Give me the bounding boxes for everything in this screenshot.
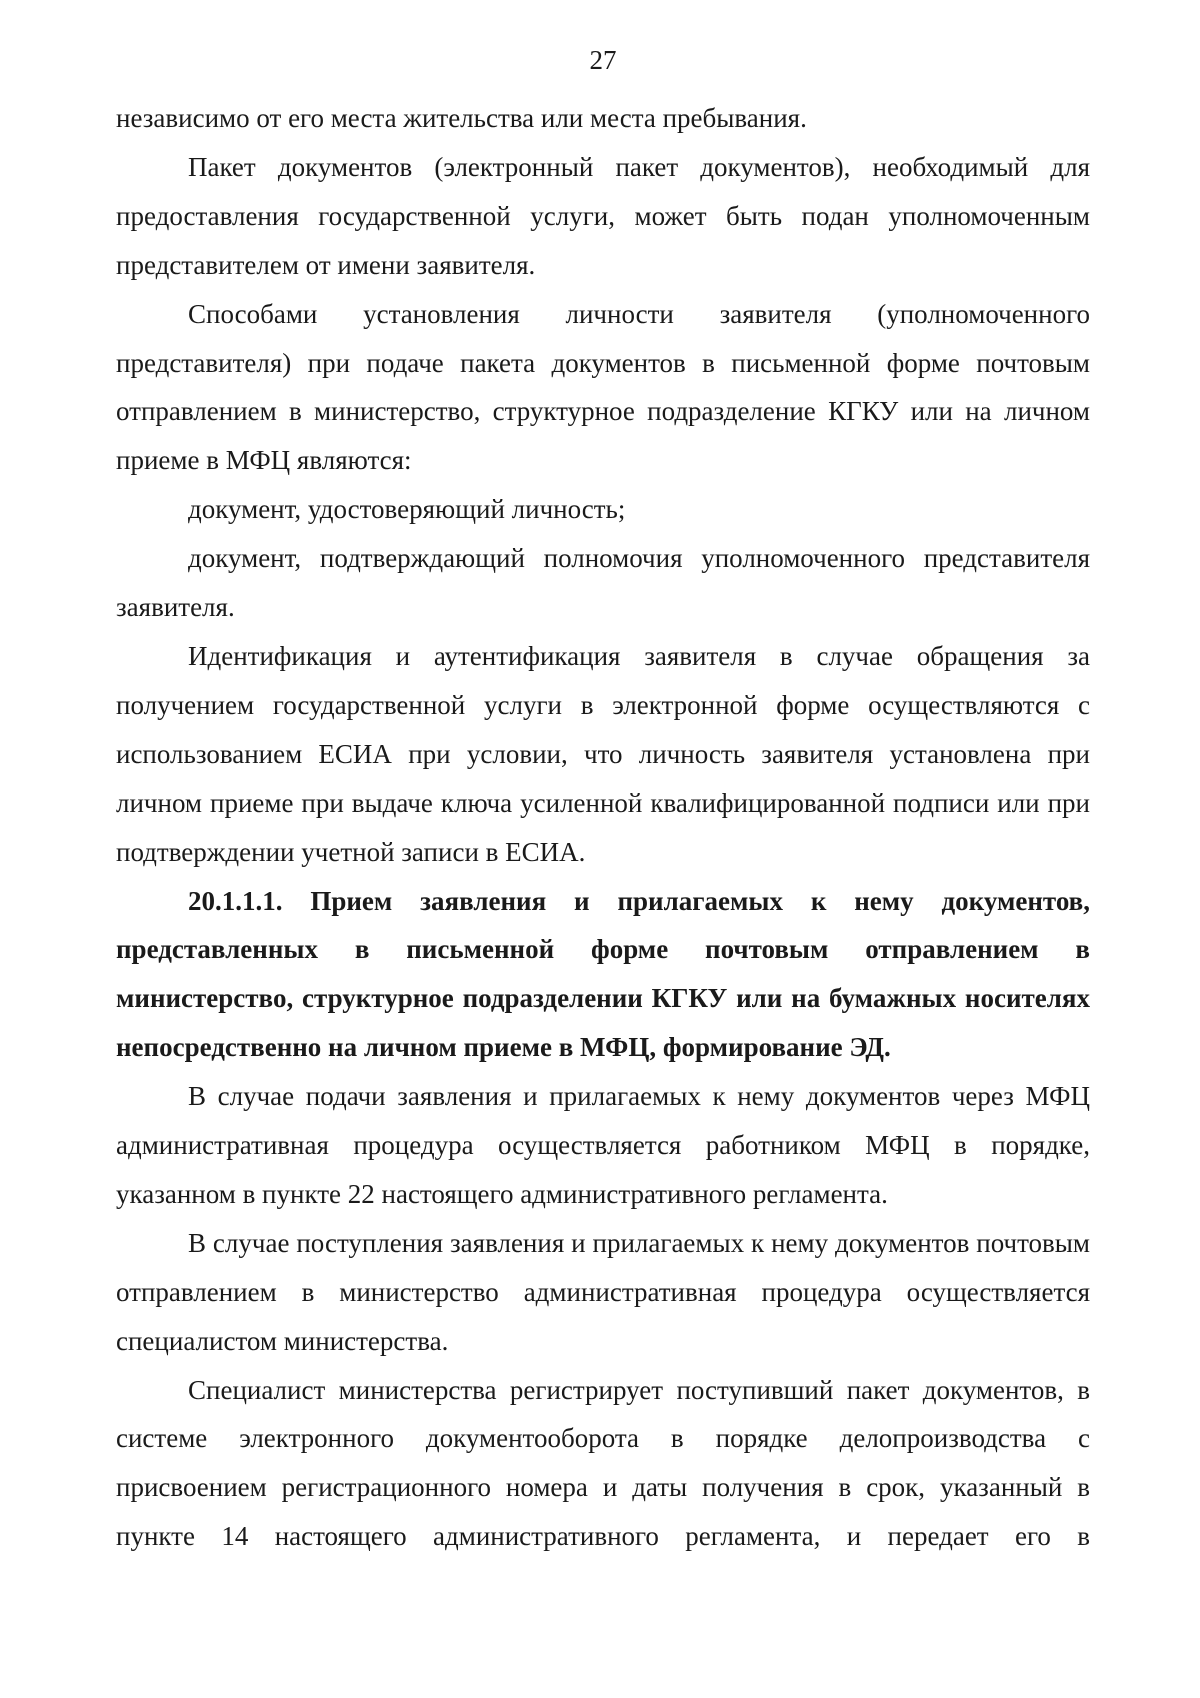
list-item-identity-document: документ, удостоверяющий личность;: [188, 494, 626, 525]
paragraph-package-submission: Пакет документов (электронный пакет документов), необходимый для предоставления государственной услуги, может быть подан уполномоченным представителем от имени заявителя.: [116, 151, 1090, 280]
paragraph-mfc-submission: В случае подачи заявления и прилагаемых к нему документов через МФЦ административная процедура осуществляется работником МФЦ в порядке, указанном в пункте 22 настоящего административного регламента.: [116, 1081, 1090, 1209]
paragraph-identification-esia: Идентификация и аутентификация заявителя в случае обращения за получением государственной услуги в электронной форме осуществляются с использованием ЕСИА при условии, что личность заявителя установлена при личном приеме при выдаче ключа усиленной квалифицированной подписи или при подтверждении учетной записи в ЕСИА.: [116, 640, 1090, 867]
paragraph-identity-methods: Способами установления личности заявителя (уполномоченного представителя) при подаче пакета документов в письменной форме почтовым отправлением в министерство, структурное подразделение КГКУ или на личном приеме в МФЦ являются:: [116, 298, 1090, 476]
paragraph-postal-submission: В случае поступления заявления и прилагаемых к нему документов почтовым отправлением в министерство административная процедура осуществляется специалистом министерства.: [116, 1227, 1090, 1356]
document-page: [116, 40, 1090, 1561]
page-number: 27: [589, 45, 617, 75]
paragraph-registration: Специалист министерства регистрирует поступивший пакет документов, в системе электронного документооборота в порядке делопроизводства с присвоением регистрационного номера и даты получения в срок, указанный в пункте 14 настоящего административного регламента, и передает его в: [116, 1374, 1090, 1552]
list-item-authority-document: документ, подтверждающий полномочия уполномоченного представителя заявителя.: [116, 543, 1090, 623]
section-heading-20-1-1-1: 20.1.1.1. Прием заявления и прилагаемых к нему документов, представленных в письменной форме почтовым отправлением в министерство, структурное подразделении КГКУ или на бумажных носителях непосредственно на личном приеме в МФЦ, формирование ЭД.: [116, 885, 1090, 1063]
paragraph-continuation: независимо от его места жительства или места пребывания.: [116, 103, 807, 133]
